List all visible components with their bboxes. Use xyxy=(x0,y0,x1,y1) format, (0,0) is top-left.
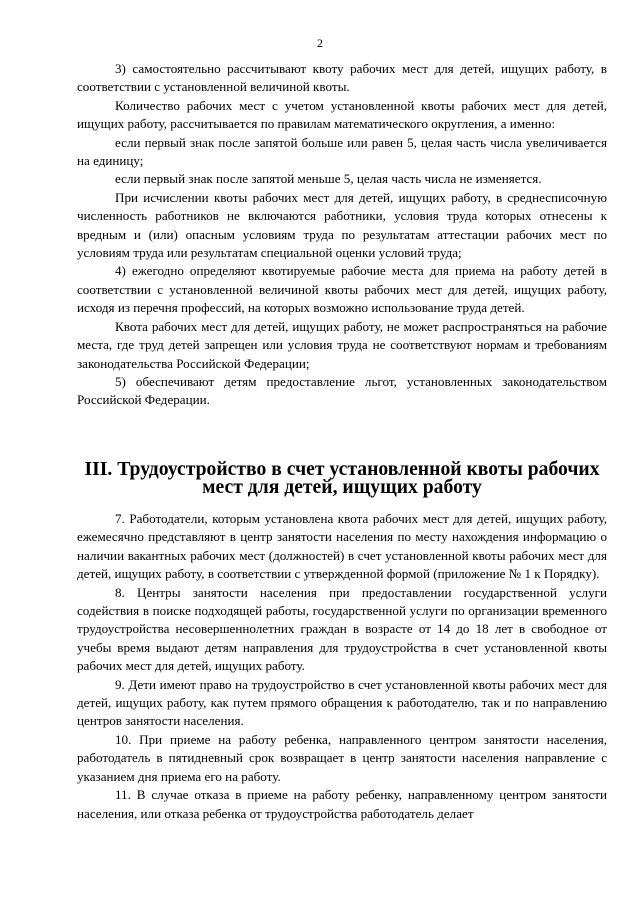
body-text-bottom xyxy=(77,510,607,823)
paragraph-item-10: 10. При приеме на работу ребенка, направленного центром занятости населения, работодатель в пятидневный срок возвращает в центр занятости населения направление с указанием дня приема его на работу. xyxy=(77,731,607,784)
section-heading: III. Трудоустройство в счет установленной квоты рабочих мест для детей, ищущих работу xyxy=(84,458,600,499)
body-text-top xyxy=(77,60,607,410)
page-number: 2 xyxy=(317,36,323,50)
paragraph-item-8: 8. Центры занятости населения при предоставлении государственной услуги содействия в поиске подходящей работы, государственной услуги по организации временного трудоустройства несовершеннолетних граждан в возрасте от 14 до 18 лет в свободное от учебы время выдают детям направления для трудоустройства в счет установленной квоты рабочих мест для детей, ищущих работу. xyxy=(77,584,607,674)
paragraph-rounding-up: если первый знак после запятой больше или равен 5, целая часть числа увеличивается на единицу; xyxy=(77,134,607,169)
paragraph-headcount: При исчислении квоты рабочих мест для детей, ищущих работу, в среднесписочную численность работников не включаются работники, условия труда которых отнесены к вредным и (или) опасным условиям труда по результатам аттестации рабочих мест по условиям труда или результатам специальной оценки условий труда; xyxy=(77,189,607,261)
paragraph-item-3: 3) самостоятельно рассчитывают квоту рабочих мест для детей, ищущих работу, в соответствии с установленной величиной квоты. xyxy=(77,61,607,95)
paragraph-quota-limits: Квота рабочих мест для детей, ищущих работу, не может распространяться на рабочие места, где труд детей запрещен или условия труда не соответствуют нормам и требованиям законодательства Российской Федерации; xyxy=(77,318,607,371)
paragraph-item-11: 11. В случае отказа в приеме на работу ребенку, направленному центром занятости населения, или отказа ребенка от трудоустройства работодатель делает xyxy=(77,787,607,821)
paragraph-item-7: 7. Работодатели, которым установлена квота рабочих мест для детей, ищущих работу, ежемесячно представляют в центр занятости населения по месту нахождения информацию о наличии вакантных рабочих мест (должностей) в счет установленной квоты рабочих мест для детей, ищущих работу, в соответствии с утвержденной формой (приложение № 1 к Порядку). xyxy=(77,511,607,582)
paragraph-item-5: 5) обеспечивают детям предоставление льгот, установленных законодательством Российской Федерации. xyxy=(77,373,607,408)
paragraph-item-9: 9. Дети имеют право на трудоустройство в счет установленной квоты рабочих мест для детей, ищущих работу, как путем прямого обращения к работодателю, так и по направлению центров занятости населения. xyxy=(77,676,607,729)
paragraph-item-4: 4) ежегодно определяют квотируемые рабочие места для приема на работу детей в соответствии с установленной величиной квоты рабочих мест для детей, ищущих работу, исходя из перечня профессий, на которых возможно использование труда детей. xyxy=(77,263,607,316)
paragraph-rounding-down: если первый знак после запятой меньше 5, целая часть числа не изменяется. xyxy=(115,171,542,187)
paragraph-quota-rounding: Количество рабочих мест с учетом установленной квоты рабочих мест для детей, ищущих работу, рассчитывается по правилам математического округления, а именно: xyxy=(77,97,607,132)
